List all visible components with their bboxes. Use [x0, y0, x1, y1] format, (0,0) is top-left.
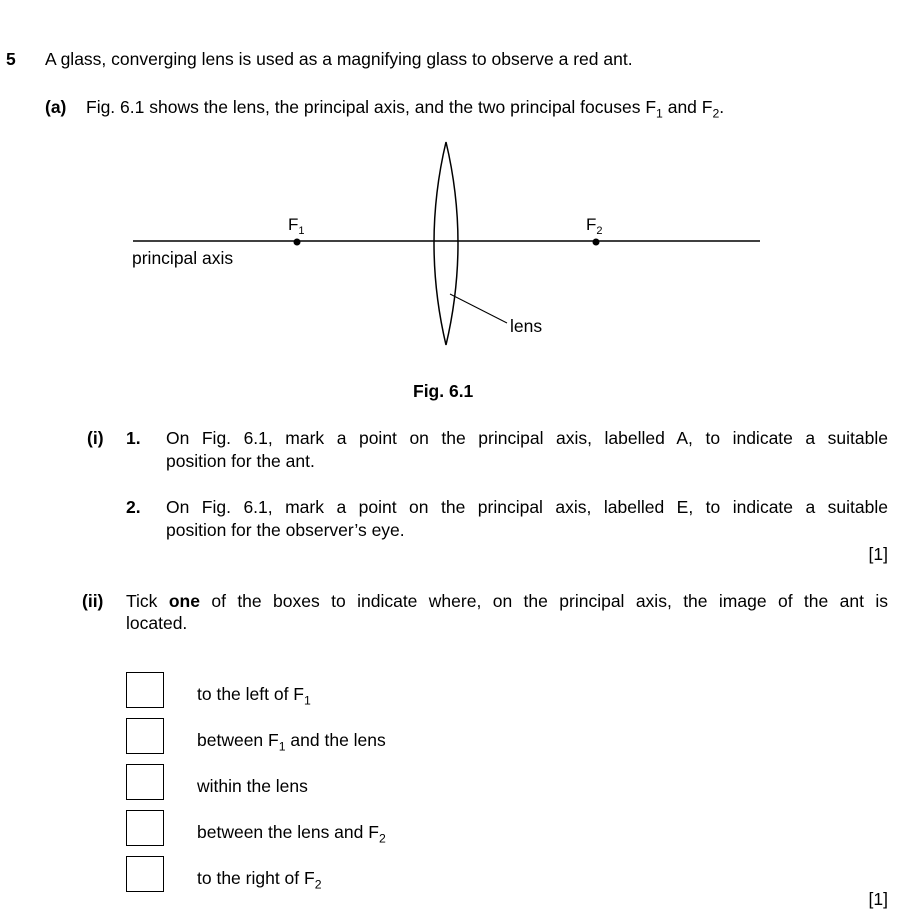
- principal-axis-label: principal axis: [132, 248, 234, 268]
- part-a-label: (a): [45, 97, 67, 117]
- part-ii-text-before: Tick: [126, 591, 169, 611]
- part-ii-text-line2: located.: [126, 613, 188, 633]
- question-intro: A glass, converging lens is used as a magnifying glass to observe a red ant.: [45, 49, 633, 69]
- option-sub: 1: [304, 693, 311, 708]
- part-a-text-end: .: [719, 97, 725, 117]
- option-after: and the lens: [285, 730, 386, 750]
- lens-label-leader: [450, 294, 507, 323]
- focus-right-point: [593, 239, 600, 246]
- option-text: to the left of F: [197, 684, 304, 704]
- option-between-f1-and-lens: [197, 730, 386, 752]
- part-ii-text-bold: one: [168, 591, 200, 611]
- focus-right-base: F: [586, 215, 597, 234]
- part-i-item1-line1: On Fig. 6.1, mark a point on the principal axis, labelled A, to indicate a suitable: [166, 428, 888, 448]
- option-text: within the lens: [197, 776, 308, 796]
- part-i-item1-number: 1.: [126, 428, 141, 448]
- lens-label: lens: [510, 316, 543, 336]
- question-number: 5: [6, 49, 16, 69]
- option-text: between the lens and F: [197, 822, 379, 842]
- part-i-item2-number: 2.: [126, 497, 141, 517]
- part-a-text-mid: and F: [662, 97, 713, 117]
- focus-right-label: [586, 215, 603, 237]
- part-i-item2-line1: On Fig. 6.1, mark a point on the principal axis, labelled E, to indicate a suitable: [166, 497, 888, 517]
- figure-caption: Fig. 6.1: [413, 381, 474, 401]
- part-ii-text-after: of the boxes to indicate where, on the principal axis, the image of the ant is: [199, 591, 888, 611]
- option-sub: 2: [314, 877, 322, 892]
- option-text: between F: [197, 730, 279, 750]
- focus-right-sub: 2: [596, 225, 603, 237]
- option-right-of-f2: [197, 868, 322, 890]
- tick-box-within-lens[interactable]: [126, 764, 164, 800]
- tick-box-between-lens-and-f2[interactable]: [126, 810, 164, 846]
- focus-left-point: [294, 239, 301, 246]
- part-i-marks: [1]: [868, 544, 888, 564]
- part-a-sub1: 1: [656, 106, 663, 121]
- part-i-label: (i): [87, 428, 104, 448]
- part-ii-label: (ii): [82, 591, 104, 611]
- part-ii-marks: [1]: [868, 889, 888, 909]
- option-left-of-f1: [197, 684, 311, 706]
- focus-left-base: F: [288, 215, 299, 234]
- part-a-text-before: Fig. 6.1 shows the lens, the principal axis, and the two principal focuses F: [86, 97, 657, 117]
- part-a-sub2: 2: [712, 106, 720, 121]
- converging-lens: [434, 142, 458, 345]
- option-between-lens-and-f2: [197, 822, 386, 844]
- focus-left-label: [288, 215, 305, 237]
- part-i-item1-line2: position for the ant.: [166, 451, 315, 471]
- part-i-item2-line2: position for the observer’s eye.: [166, 520, 405, 540]
- tick-box-right-of-f2[interactable]: [126, 856, 164, 892]
- tick-box-left-of-f1[interactable]: [126, 672, 164, 708]
- tick-box-between-f1-and-lens[interactable]: [126, 718, 164, 754]
- option-sub: 2: [378, 831, 386, 846]
- option-within-lens: [197, 776, 308, 798]
- option-text: to the right of F: [197, 868, 315, 888]
- focus-left-sub: 1: [298, 225, 305, 237]
- part-ii-text: [126, 591, 888, 613]
- option-sub: 1: [278, 739, 286, 754]
